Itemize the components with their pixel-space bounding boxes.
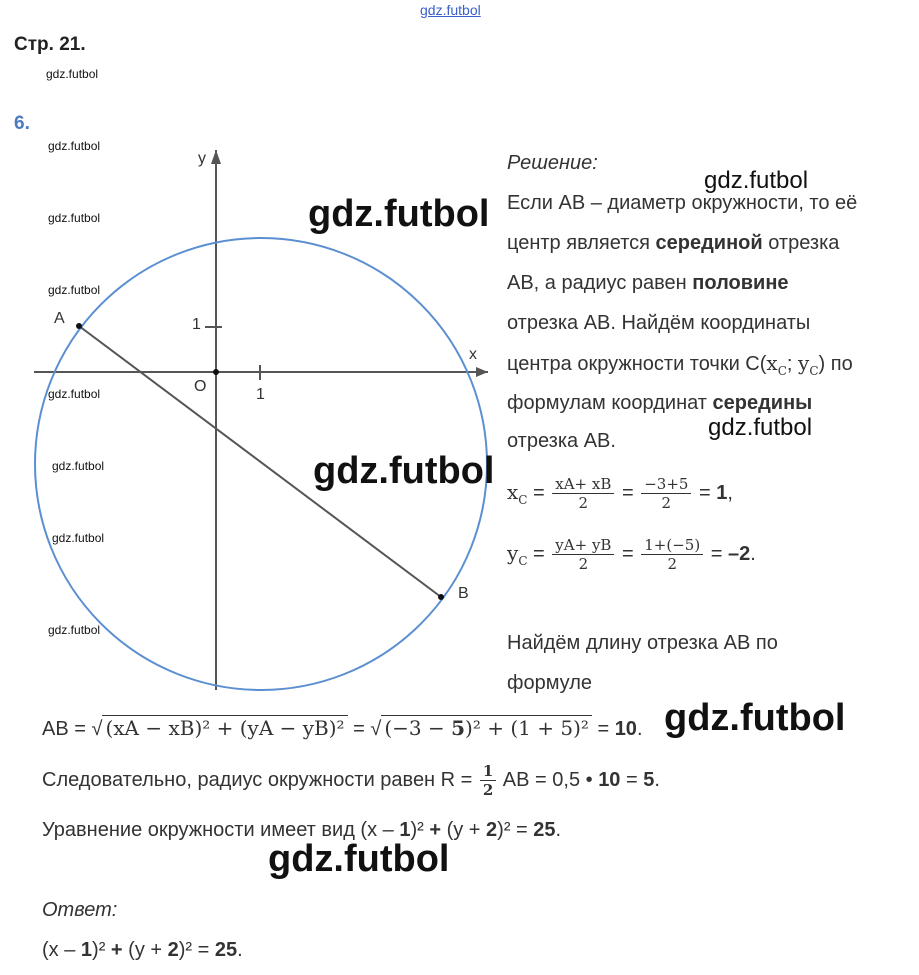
solution-line: AB, а радиус равен половине	[507, 272, 789, 294]
point-b	[438, 594, 444, 600]
solution-line: отрезка AB.	[507, 430, 616, 452]
point-a-label: A	[54, 310, 65, 327]
yc-formula: $y_C$ = $\frac{yA+ yB}{2}$ = $\frac{1+(-5)}{2}$ = –2.	[507, 536, 756, 574]
x-axis-label: x	[469, 346, 477, 363]
watermark-small: gdz.futbol	[48, 623, 101, 637]
watermark-small: gdz.futbol	[48, 387, 101, 401]
y-axis-label: y	[198, 150, 206, 167]
watermark-big: gdz.futbol	[268, 838, 450, 880]
solution-line: отрезка AB. Найдём координаты	[507, 312, 811, 334]
watermark-small: gdz.futbol	[48, 139, 101, 153]
watermark-small: gdz.futbol	[48, 211, 101, 225]
tick-y-label: 1	[192, 316, 201, 333]
solution-line: центра окружности точки $C(x_C$; $y_C$) по	[507, 351, 853, 378]
solution-title: Решение:	[507, 152, 598, 174]
origin-point	[213, 369, 219, 375]
watermark-top[interactable]: gdz.futbol	[420, 2, 481, 18]
point-b-label: B	[458, 585, 469, 602]
length-line: Найдём длину отрезка AB по	[507, 632, 778, 654]
watermark-big: gdz.futbol	[308, 193, 490, 235]
ab-formula: AB = √ (xA − xB)² + (yA − yB)² = √ (−3 − 5)² + (1 + 5)² = 10.	[42, 716, 643, 740]
xc-formula: $x_C$ = $\frac{xA+ xB}{2}$ = $\frac{-3+5}{2}$ = 1,	[507, 475, 733, 513]
answer-line: (x – 1)² + (y + 2)² = 25.	[42, 939, 243, 961]
watermark-big: gdz.futbol	[664, 697, 846, 739]
watermark-small: gdz.futbol	[46, 67, 99, 81]
equation-line: Уравнение окружности имеет вид (x – 1)² + (y + 2)² = 25.	[42, 819, 562, 841]
watermark-small: gdz.futbol	[52, 459, 105, 473]
length-line: формуле	[507, 672, 593, 694]
solution-line: центр является серединой отрезка	[507, 232, 840, 254]
watermark-small: gdz.futbol	[52, 531, 105, 545]
radius-line: Следовательно, радиус окружности равен R = $\frac{1}{2}$ AB = 0,5 • 10 = 5.	[42, 762, 660, 800]
y-axis-arrow-icon	[211, 150, 221, 164]
watermark-mid: gdz.futbol	[704, 167, 809, 194]
tick-x-label: 1	[256, 386, 265, 403]
watermark-small: gdz.futbol	[48, 283, 101, 297]
point-a	[76, 323, 82, 329]
origin-label: O	[194, 378, 207, 395]
watermark-mid: gdz.futbol	[708, 414, 813, 441]
x-axis-arrow-icon	[476, 367, 488, 377]
task-number: 6.	[14, 113, 30, 134]
answer-title: Ответ:	[42, 899, 118, 921]
watermark-big: gdz.futbol	[313, 450, 495, 492]
page-label: Стр. 21.	[14, 34, 86, 55]
solution-line: формулам координат середины	[507, 392, 813, 414]
solution-line: Если AB – диаметр окружности, то её	[507, 192, 858, 214]
